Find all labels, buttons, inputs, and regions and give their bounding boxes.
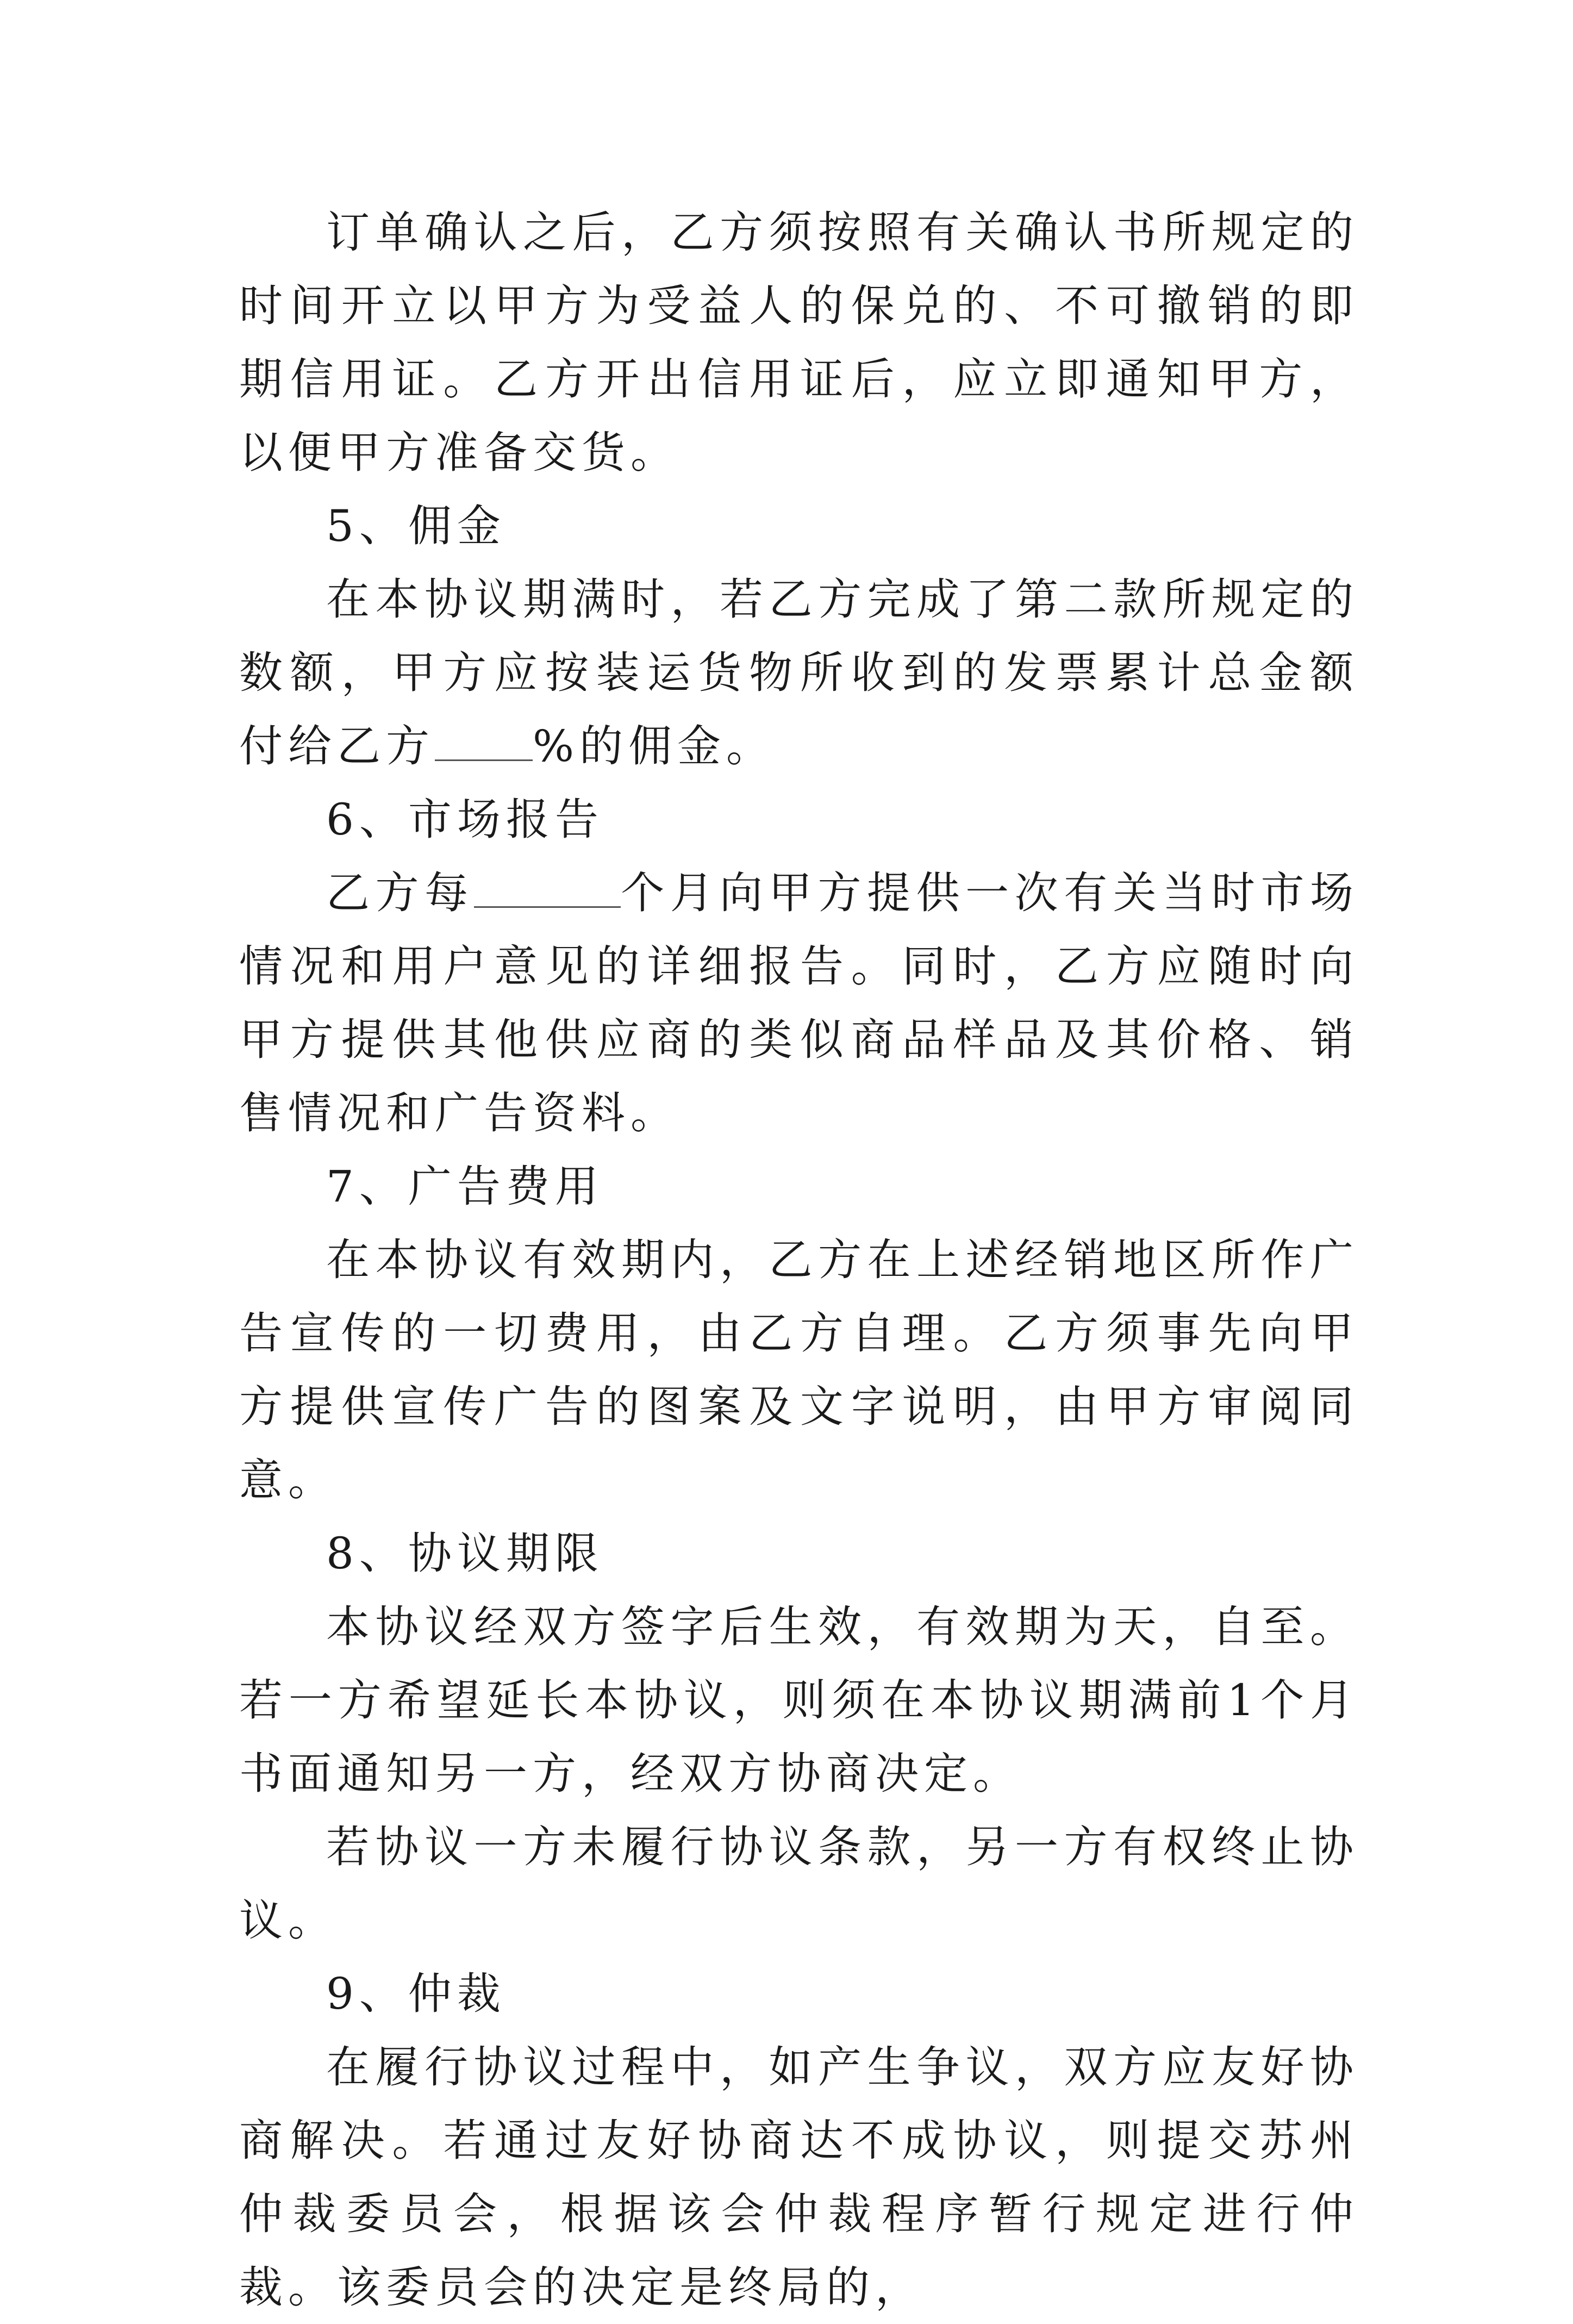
commission-text-b: %的佣金。	[533, 721, 776, 771]
heading-arbitration: 9、仲裁	[326, 1968, 506, 2019]
commission-text-a: 在本协议期满时，若乙方完成了第二款所规定的数额，甲方应按装运货物所收到的发票累计总金额付给乙方	[239, 574, 1359, 771]
heading-advertising: 7、广告费用	[326, 1161, 604, 1212]
paragraph-termination: 若协议一方未履行协议条款，另一方有权终止协议。	[239, 1822, 1359, 1946]
heading-market-report: 6、市场报告	[326, 794, 604, 845]
paragraph-advertising: 在本协议有效期内，乙方在上述经销地区所作广告宣传的一切费用，由乙方自理。乙方须事先向甲方提供宣传广告的图案及文字说明，由甲方审阅同意。	[239, 1235, 1359, 1505]
report-text-b: 个月向甲方提供一次有关当时市场情况和用户意见的详细报告。同时，乙方应随时向甲方提供其他供应商的类似商品样品及其价格、销售情况和广告资料。	[239, 868, 1359, 1138]
report-interval-blank	[474, 868, 621, 908]
paragraph-term: 本协议经双方签字后生效，有效期为天，自至。若一方希望延长本协议，则须在本协议期满前1个月书面通知另一方，经双方协商决定。	[239, 1602, 1359, 1799]
paragraph-payment: 订单确认之后，乙方须按照有关确认书所规定的时间开立以甲方为受益人的保兑的、不可撤销的即期信用证。乙方开出信用证后，应立即通知甲方，以便甲方准备交货。	[239, 207, 1359, 478]
document-body	[239, 196, 1359, 2324]
heading-term: 8、协议期限	[326, 1528, 604, 1579]
commission-rate-blank	[435, 721, 533, 761]
heading-commission: 5、佣金	[326, 501, 506, 551]
paragraph-arbitration: 在履行协议过程中，如产生争议，双方应友好协商解决。若通过友好协商达不成协议，则提交苏州仲裁委员会，根据该会仲裁程序暂行规定进行仲裁。该委员会的决定是终局的，	[239, 2042, 1359, 2313]
report-text-a: 乙方每	[326, 868, 474, 918]
paragraph-market-report	[239, 856, 1359, 1150]
paragraph-commission	[239, 563, 1359, 783]
